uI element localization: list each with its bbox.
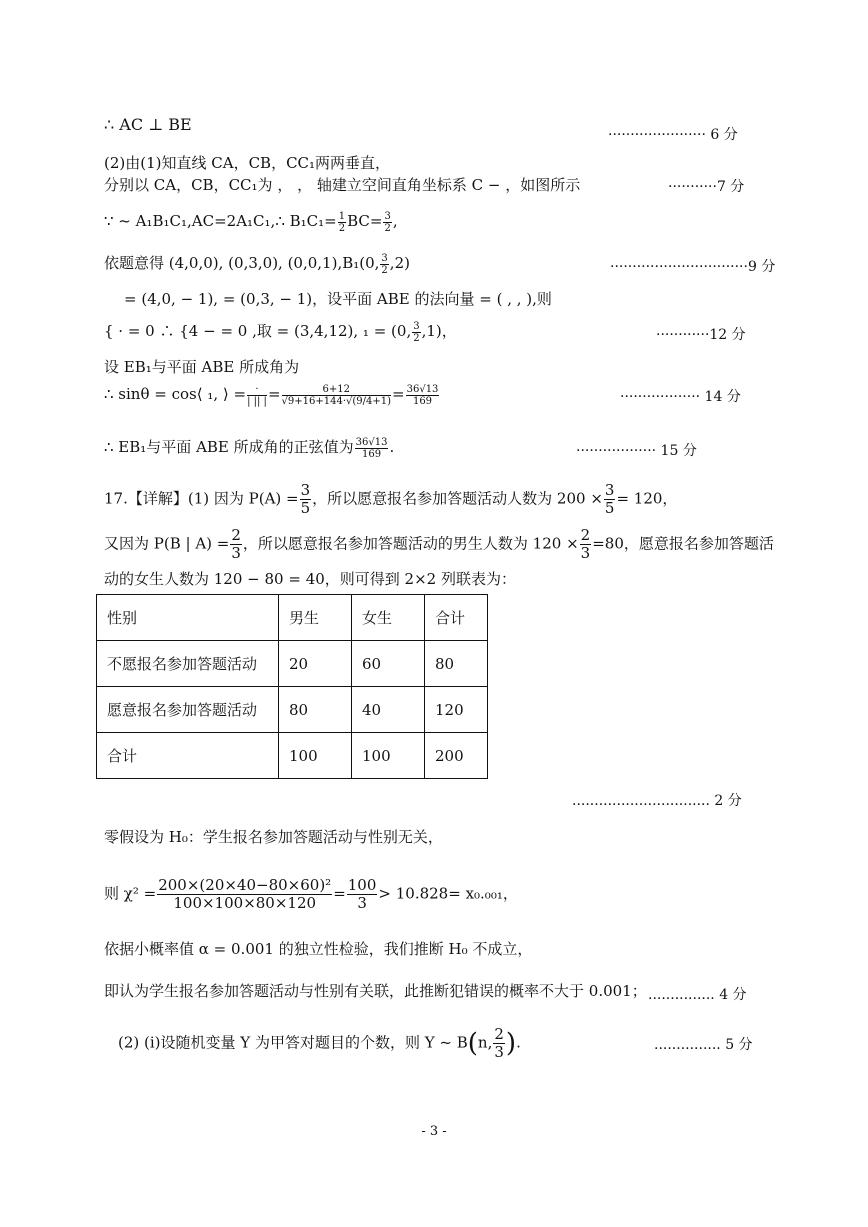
score-4: ............... 4 分: [648, 987, 747, 1003]
fraction-big: $\frac{6+12}{√9+16+144\cdot√(9/4+1)}$: [281, 383, 392, 407]
table-header-cell: 女生: [352, 595, 425, 641]
fraction-dot: $\frac{\cdot}{| || |}$: [247, 383, 267, 407]
line-chi-square: 则 χ² = $\frac{\text{200×(20×40−80×60)²}}{100\times 100\times 80\times 120}$ = $\frac{100}{3}$ > 10.828= x₀.₀₀₁，: [104, 876, 518, 912]
line-ac-perp-be: ∴ AC ⊥ BE: [104, 115, 192, 134]
contingency-table: [96, 594, 488, 779]
fraction-three-half-2: $\frac{3}{2}$: [381, 252, 388, 276]
fraction-three-fifths: $\frac{3}{5}$: [300, 481, 311, 517]
table-cell: 不愿报名参加答题活动: [97, 641, 279, 687]
table-cell: 200: [425, 733, 488, 779]
left-paren: (: [467, 1028, 478, 1059]
fraction-three-half-3: $\frac{3}{2}$: [413, 320, 420, 344]
table-cell: 100: [352, 733, 425, 779]
table-row: [97, 687, 488, 733]
line-coord-system: 分别以 CA，CB，CC₁为 ， ， 轴建立空间直角坐标系 C − ，如图所示: [104, 176, 581, 194]
line-2-random-variable: (2) (i)设随机变量 Y 为甲答对题目的个数，则 Y ~ B(n, $\frac{2}{3}$ ).: [118, 1025, 521, 1061]
fraction-three-fifths-2: $\frac{3}{5}$: [604, 481, 615, 517]
fraction-two-thirds-2: $\frac{2}{3}$: [580, 526, 591, 562]
fraction-answer-2: $\frac{36√13}{169}$: [355, 436, 388, 460]
line-2-intro: (2)由(1)知直线 CA，CB，CC₁两两垂直，: [104, 154, 391, 172]
score-9: ·······························9 分: [610, 259, 776, 275]
score-6: ······················ 6 分: [608, 127, 738, 143]
fraction-chi: $\frac{\text{200×(20×40−80×60)²}}{100\times 100\times 80\times 120}$: [158, 876, 332, 912]
table-cell: 80: [425, 641, 488, 687]
score-15: ·················· 15 分: [576, 443, 697, 459]
table-header-cell: 性别: [97, 595, 279, 641]
line-female-count: 动的女生人数为 120 − 80 = 40，则可得到 2×2 列联表为：: [104, 570, 516, 588]
line-coordinates: 依题意得 (4,0,0), (0,3,0), (0,0,1),B₁(0, $\frac{3}{2}$ ,2): [104, 252, 410, 276]
line-sin-theta: ∴ sinθ = cos⟨ ₁, ⟩ = $\frac{\cdot}{| || |}$ = $\frac{6+12}{√9+16+144\cdot√(9/4+1)}$ = $\frac{36√13}{169}$: [104, 383, 439, 407]
score-5: ............... 5 分: [654, 1037, 753, 1053]
score-14: ·················· 14 分: [620, 389, 741, 405]
table-header-cell: 男生: [279, 595, 352, 641]
line-vectors: = (4,0, − 1), = (0,3, − 1)，设平面 ABE 的法向量 = ( , , ),则: [124, 290, 552, 308]
right-paren: ): [505, 1028, 517, 1059]
line-conditional: 又因为 P(B | A) = $\frac{2}{3}$ ，所以愿意报名参加答题活动的男生人数为 120 × $\frac{2}{3}$ =80，愿意报名参加答题活: [104, 526, 774, 562]
table-cell: 合计: [97, 733, 279, 779]
score-7: ···········7 分: [668, 179, 745, 195]
line-independence-test: 依据小概率值 α = 0.001 的独立性检验，我们推断 H₀ 不成立，: [104, 940, 533, 958]
score-12: ············12 分: [656, 327, 746, 343]
table-cell: 120: [425, 687, 488, 733]
table-cell: 80: [279, 687, 352, 733]
line-17-detail: 17.【详解】(1) 因为 P(A) = $\frac{3}{5}$ ，所以愿意报名参加答题活动人数为 200 × $\frac{3}{5}$ = 120，: [104, 481, 678, 517]
table-cell: 20: [279, 641, 352, 687]
fraction-two-thirds-3: $\frac{2}{3}$: [494, 1025, 504, 1061]
fraction-half: $\frac{1}{2}$: [338, 210, 346, 234]
table-cell: 愿意报名参加答题活动: [97, 687, 279, 733]
line-similar: ∵ ~ A₁B₁C₁,AC=2A₁C₁,∴ B₁C₁= $\frac{1}{2}$ BC= $\frac{3}{2}$ ,: [104, 210, 398, 234]
table-row: [97, 733, 488, 779]
score-2: ............................... 2 分: [572, 793, 742, 809]
table-cell: 40: [352, 687, 425, 733]
line-conclusion: 即认为学生报名参加答题活动与性别有关联，此推断犯错误的概率不大于 0.001；: [104, 982, 647, 1000]
fraction-two-thirds: $\frac{2}{3}$: [231, 526, 241, 562]
fraction-hundred-third: $\frac{100}{3}$: [347, 876, 377, 912]
table-cell: 60: [352, 641, 425, 687]
fraction-three-half: $\frac{3}{2}$: [384, 210, 391, 234]
line-normal-vector: { · = 0 ∴ {4 − = 0 ,取 = (3,4,12), ₁ = (0, $\frac{3}{2}$ ,1)，: [104, 320, 457, 344]
table-header-cell: 合计: [425, 595, 488, 641]
line-angle: 设 EB₁与平面 ABE 所成角为: [104, 358, 300, 376]
fraction-answer: $\frac{36√13}{169}$: [406, 383, 439, 407]
line-sine-result: ∴ EB₁与平面 ABE 所成角的正弦值为 $\frac{36√13}{169}$ .: [104, 436, 395, 460]
table-header-row: [97, 595, 488, 641]
table-cell: 100: [279, 733, 352, 779]
line-null-hypothesis: 零假设为 H₀：学生报名参加答题活动与性别无关，: [104, 828, 443, 846]
table-row: [97, 641, 488, 687]
page-number: - 3 -: [421, 1124, 447, 1139]
